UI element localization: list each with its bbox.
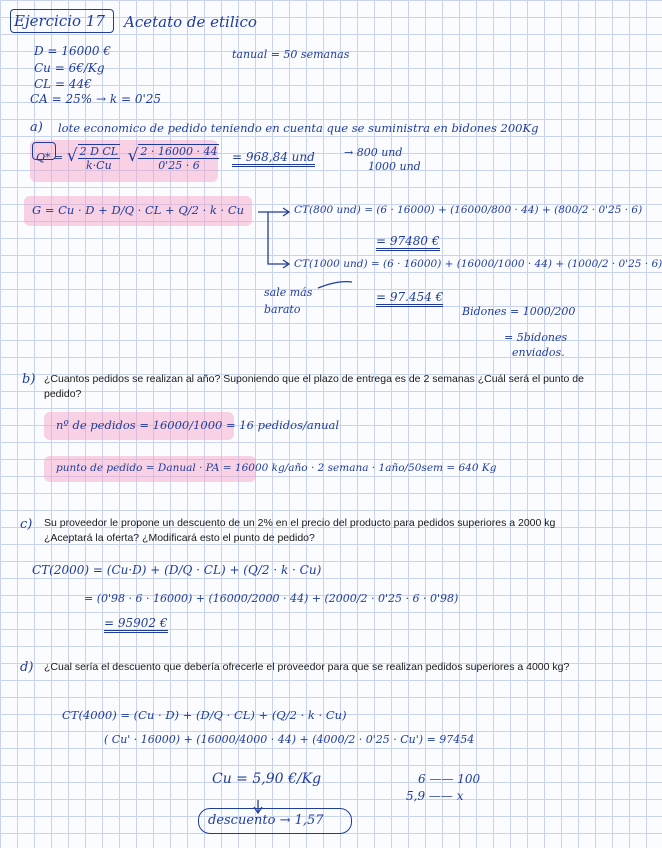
bidones-calc: Bidones = 1000/200 [462,305,576,318]
ct-4000-line-1: CT(4000) = (Cu · D) + (D/Q · CL) + (Q/2 · k · Cu) [62,708,347,722]
exercise-topic: Acetato de etilico [124,13,257,31]
eoq-formula: Q* = √ $\frac{\text{2 D CL}}{k\cdot Cu}$ √ $\frac{2 \cdot 16000 \cdot 44}{0'25 \cdot 6}$ [36,144,219,172]
given-unit-cost: Cu = 6€/Kg [34,61,105,75]
cheaper-note-1: sale más [264,286,313,299]
punto-pedido-calc: punto de pedido = Danual · PA = 16000 kg/año · 2 semana · 1año/50sem = 640 Kg [56,462,497,474]
part-c-question: Su proveedor le propone un descuento de un 2% en el precio del producto para pedidos superiores a 2000 kg ¿Aceptará la oferta? ¿Modificará esto el punto de pedido? [44,517,556,544]
exercise-title: Ejercicio 17 [14,12,105,30]
part-a-label: a) [30,120,43,135]
descuento-result: descuento → 1,57 [208,813,324,828]
bidones-note: enviados. [512,346,565,359]
ct-2000-line-1: CT(2000) = (Cu·D) + (D/Q · CL) + (Q/2 · k · Cu) [32,563,322,577]
ct-4000-line-2: ( Cu' · 16000) + (16000/4000 · 44) + (4000/2 · 0'25 · Cu') = 97454 [104,733,475,746]
ct-800-result: = 97480 € [376,234,440,251]
ct-2000-result: = 95902 € [104,616,168,633]
part-b-question: ¿Cuantos pedidos se realizan al año? Suponiendo que el plazo de entrega es de 2 semanas ¿Cuál será el punto de pedido? [44,373,584,400]
given-weeks: tanual = 50 semanas [232,48,350,61]
cheaper-note-2: barato [264,303,301,316]
ct-2000-line-2: = (0'98 · 6 · 16000) + (16000/2000 · 44) + (2000/2 · 0'25 · 6 · 0'98) [84,592,459,605]
part-c-label: c) [20,517,33,532]
part-d-question: ¿Cual sería el descuento que debería ofrecerle el proveedor para que se realizan pedidos superiores a 4000 kg? [44,661,570,673]
eoq-round-1: → 800 und [344,146,403,159]
given-holding-rate: CA = 25% → k = 0'25 [30,92,162,106]
eoq-round-2: 1000 und [368,160,421,173]
bidones-result: = 5bidones [504,331,568,344]
eoq-result: = 968,84 und [232,150,315,167]
given-demand: D = 16000 € [34,44,111,58]
ct-800-expression: CT(800 und) = (6 · 16000) + (16000/800 · 44) + (800/2 · 0'25 · 6) [294,204,643,216]
rule-of-three-2: 5,9 —— x [406,789,464,803]
part-d-label: d) [20,660,34,675]
rule-of-three-1: 6 —— 100 [418,772,481,786]
ct-1000-expression: CT(1000 und) = (6 · 16000) + (16000/1000 · 44) + (1000/2 · 0'25 · 6) [294,258,662,270]
part-b-label: b) [22,372,36,387]
ct-1000-result: = 97.454 € [376,290,443,307]
pedidos-calc: nº de pedidos = 16000/1000 = 16 pedidos/anual [56,418,340,432]
given-order-cost: CL = 44€ [34,77,92,91]
cost-formula: G = Cu · D + D/Q · CL + Q/2 · k · Cu [32,203,245,217]
part-a-question: lote economico de pedido teniendo en cuenta que se suministra en bidones 200Kg [58,121,539,135]
unit-cost-result: Cu = 5,90 €/Kg [212,771,322,787]
